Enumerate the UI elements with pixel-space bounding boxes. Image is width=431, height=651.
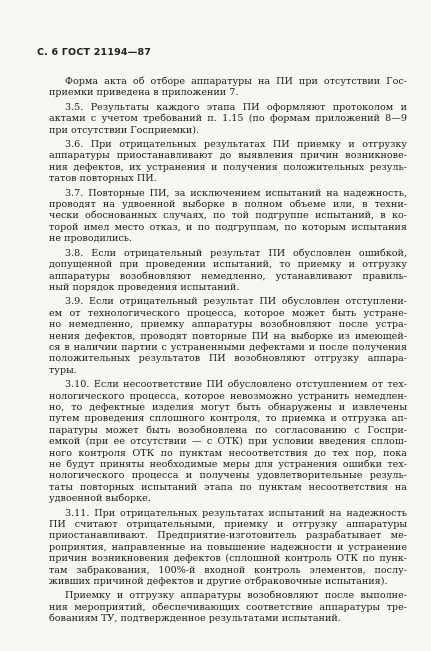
paragraph <box>49 379 407 504</box>
text-line: таты повторных испытаний этапа по пунктам несоответствия на <box>49 481 407 493</box>
text-line: при отсутствии Госприемки). <box>49 124 200 136</box>
text-line: 3.11. При отрицательных результатах испытаний на надежность <box>65 507 407 519</box>
paragraph <box>49 508 407 588</box>
text-line: нения дефектов, проводят повторные ПИ на выборке из имеющей- <box>49 330 407 342</box>
text-line: но немедленно, приемку аппаратуры возобновляют после устра- <box>49 319 407 331</box>
text-line: роприятия, направленные на повышение надежности и устранение <box>49 541 407 553</box>
text-line: ния дефектов, их устранения и получения положительных резуль- <box>49 161 407 173</box>
text-line: ния мероприятий, обеспечивающих соответствие аппаратуры тре- <box>49 601 407 613</box>
page-header: С. 6 ГОСТ 21194—87 <box>37 47 152 58</box>
text-line: 3.5. Результаты каждого этапа ПИ оформляют протоколом и <box>65 101 407 113</box>
text-line: там забракования, 100%-й входной контроль элементов, послу- <box>49 564 407 576</box>
text-line: не будут приняты необходимые меры для устранения ошибки тех- <box>49 459 407 470</box>
text-line: нологического процесса и получены удовлетворительные резуль- <box>49 470 407 482</box>
text-line: проводят на удвоенной выборке в полном объеме или, в техни- <box>49 199 407 211</box>
text-line: ем от технологического процесса, которое может быть устране- <box>49 307 407 319</box>
text-line: 3.7. Повторные ПИ, за исключением испытаний на надежность, <box>65 187 407 199</box>
paragraph <box>49 590 407 624</box>
paragraph <box>49 296 407 376</box>
text-line: аппаратуры приостанавливают до выявления причин возникнове- <box>49 150 407 162</box>
text-line: приемки приведена в приложении 7. <box>49 87 239 99</box>
text-line: Форма акта об отборе аппаратуры на ПИ при отсутствии Гос- <box>65 76 407 87</box>
text-line: чески обоснованных случаях, по той подгруппе испытаний, в ко- <box>49 210 407 222</box>
paragraph <box>49 76 407 99</box>
text-line: туры. <box>49 364 77 376</box>
text-line: не проводились. <box>49 233 133 245</box>
text-line: ного контроля ОТК по пунктам несоответствия до тех пор, пока <box>49 447 407 459</box>
text-line: приостанавливают. Предприятие-изготовитель разрабатывает ме- <box>49 530 407 542</box>
paragraph <box>49 139 407 185</box>
text-line: положительных результатов ПИ возобновляют отгрузку аппара- <box>49 353 407 365</box>
text-line: емкой (при ее отсутствии — с ОТК) при условии введения сплош- <box>49 436 407 448</box>
document-body <box>49 76 407 628</box>
paragraph <box>49 248 407 294</box>
text-line: живших причиной дефектов и другие отбраковочные испытания). <box>49 576 388 588</box>
text-line: 3.8. Если отрицательный результат ПИ обусловлен ошибкой, <box>65 247 407 259</box>
text-line: нологического процесса, которое невозможно устранить немедлен- <box>49 390 407 402</box>
text-line: паратуры может быть возобновлена по согласованию с Госпри- <box>49 424 407 436</box>
text-line: удвоенной выборке. <box>49 493 151 505</box>
text-line: причин возникновения дефектов (сплошной контроль ОТК по пунк- <box>49 553 407 565</box>
text-line: но, то дефектные изделия могут быть обнаружены и извлечены <box>49 401 407 413</box>
text-line: актами с учетом требований п. 1.15 (по формам приложений 8—9 <box>49 113 407 125</box>
text-line: торой имел место отказ, и по подгруппам, по которым испытания <box>49 221 407 233</box>
text-line: ПИ считают отрицательными, приемку и отгрузку аппаратуры <box>49 519 407 531</box>
text-line: 3.10. Если несоответствие ПИ обусловлено отступлением от тех- <box>65 379 407 391</box>
paragraph <box>49 188 407 245</box>
text-line: аппаратуры возобновляют немедленно, устанавливают правиль- <box>49 270 407 282</box>
text-line: ный порядок проведения испытаний. <box>49 281 240 293</box>
text-line: допущенной при проведении испытаний, то приемку и отгрузку <box>49 259 407 271</box>
text-line: 3.9. Если отрицательный результат ПИ обусловлен отступлени- <box>65 296 407 308</box>
text-line: татов повторных ПИ. <box>49 173 157 185</box>
text-line: 3.6. При отрицательных результатах ПИ приемку и отгрузку <box>65 139 407 151</box>
text-line: бованиям ТУ, подтвержденное результатами испытаний. <box>49 613 341 625</box>
paragraph <box>49 102 407 136</box>
text-line: ся в наличии партии с устраненными дефектами и после получения <box>49 341 407 353</box>
text-line: путем проведения сплошного контроля, то приемка и отгрузка ап- <box>49 413 407 425</box>
text-line: Приемку и отгрузку аппаратуры возобновляют после выполне- <box>65 590 407 602</box>
